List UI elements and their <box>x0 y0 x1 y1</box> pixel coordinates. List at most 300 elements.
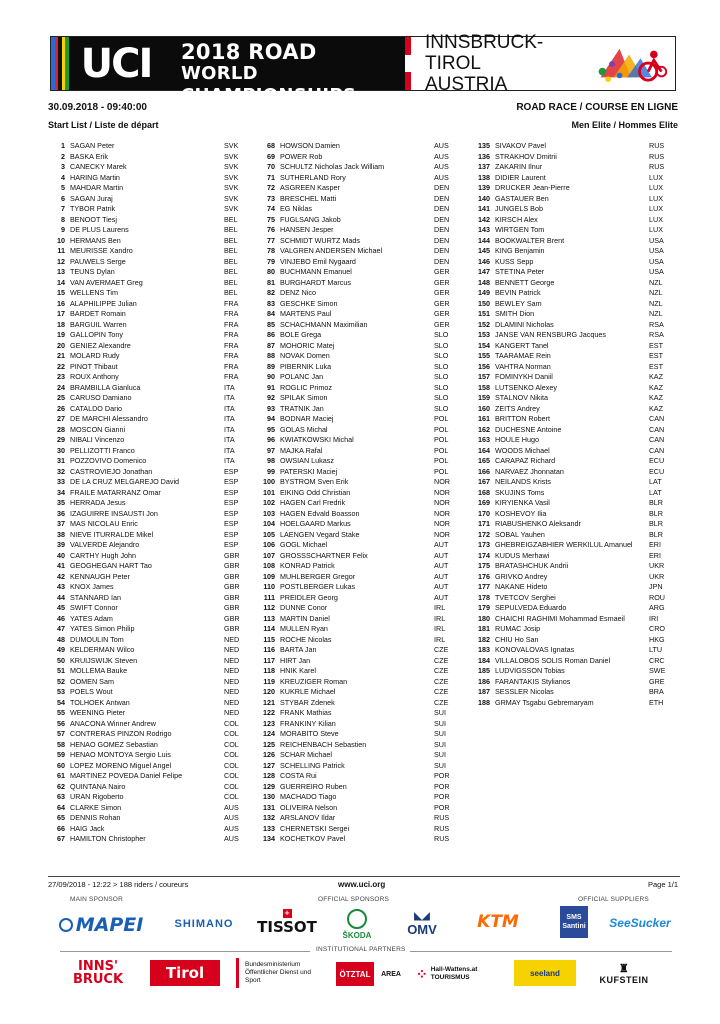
rider-number: 107 <box>263 550 275 560</box>
rider-name: DUMOULIN Tom <box>70 634 124 644</box>
rider-row <box>48 761 248 772</box>
rider-nation: AUT <box>434 582 449 591</box>
rider-nation: COL <box>224 771 239 780</box>
rider-number: 52 <box>57 676 65 686</box>
rider-name: URAN Rigoberto <box>70 792 124 801</box>
rider-name: HOULE Hugo <box>495 435 539 444</box>
rider-name: RIABUSHENKO Aleksandr <box>495 519 581 528</box>
rider-row <box>258 761 458 772</box>
rider-number: 49 <box>57 645 65 654</box>
start-list-column-3 <box>473 141 673 708</box>
rider-name: TVETCOV Serghei <box>495 592 556 602</box>
rider-name: POELS Wout <box>70 687 113 696</box>
rider-row <box>473 299 673 310</box>
rider-number: 20 <box>57 340 65 350</box>
rider-number: 35 <box>57 498 65 507</box>
rider-number: 142 <box>478 214 490 224</box>
rider-nation: SVK <box>224 141 239 150</box>
rider-number: 102 <box>263 498 275 507</box>
rider-number: 79 <box>267 256 275 266</box>
rider-number: 56 <box>57 718 65 728</box>
rider-name: POLANC Jan <box>280 372 324 381</box>
rider-row <box>473 246 673 257</box>
rider-name: PIBERNIK Luka <box>280 361 332 371</box>
tissot-logo: + TISSOT <box>257 908 317 936</box>
rider-number: 96 <box>267 435 275 444</box>
rider-number: 105 <box>263 529 275 539</box>
rider-number: 85 <box>267 319 275 329</box>
rider-nation: USA <box>649 267 664 276</box>
rider-row <box>258 771 458 782</box>
rider-name: NOVAK Domen <box>280 351 330 360</box>
rider-nation: NED <box>224 655 240 665</box>
rider-name: ZEITS Andrey <box>495 403 540 413</box>
rider-number: 135 <box>478 141 490 150</box>
rider-nation: KAZ <box>649 393 663 402</box>
rider-name: PAUWELS Serge <box>70 256 126 266</box>
rider-row <box>258 383 458 394</box>
rider-number: 121 <box>263 697 275 707</box>
institutional-partners-label: INSTITUTIONAL PARTNERS <box>316 946 406 953</box>
rider-row <box>48 477 248 488</box>
rider-name: MEURISSE Xandro <box>70 246 133 255</box>
rider-name: DRUCKER Jean-Pierre <box>495 183 570 192</box>
rider-row <box>48 656 248 667</box>
rider-name: VAHTRA Norman <box>495 361 551 371</box>
rider-name: POSTLBERGER Lukas <box>280 582 356 591</box>
rider-name: BRITTON Robert <box>495 414 550 423</box>
rider-name: NAKANE Hideto <box>495 582 548 591</box>
rider-name: DENNIS Rohan <box>70 813 121 822</box>
rider-row <box>258 824 458 835</box>
rider-nation: EST <box>649 340 663 350</box>
rider-row <box>258 299 458 310</box>
rider-name: BYSTROM Sven Erik <box>280 477 349 486</box>
rider-number: 21 <box>57 351 65 360</box>
rider-nation: NED <box>224 687 240 696</box>
rider-number: 67 <box>57 834 65 843</box>
rider-number: 38 <box>57 529 65 539</box>
rider-nation: BRA <box>649 687 664 696</box>
rider-name: MAS NICOLAU Enric <box>70 519 138 528</box>
rider-row <box>473 635 673 646</box>
rider-name: SCHAR Michael <box>280 750 332 759</box>
rider-nation: ESP <box>224 508 239 518</box>
rider-name: STALNOV Nikita <box>495 393 548 402</box>
rider-name: MAJKA Rafal <box>280 445 323 455</box>
rider-row <box>473 498 673 509</box>
rider-number: 131 <box>263 802 275 812</box>
rider-row <box>48 215 248 226</box>
rider-nation: FRA <box>224 340 239 350</box>
rider-name: HAIG Jack <box>70 823 105 833</box>
rider-nation: NOR <box>434 487 450 497</box>
rider-name: NEILANDS Krists <box>495 477 551 486</box>
rider-row <box>48 582 248 593</box>
rider-number: 119 <box>263 676 275 686</box>
rider-number: 90 <box>267 372 275 381</box>
rider-number: 46 <box>57 613 65 623</box>
rider-number: 23 <box>57 372 65 381</box>
rider-nation: SUI <box>434 760 446 770</box>
rider-name: JANSE VAN RENSBURG Jacques <box>495 330 606 339</box>
rider-row <box>473 698 673 709</box>
rider-row <box>473 509 673 520</box>
rider-row <box>48 792 248 803</box>
rider-name: HIRT Jan <box>280 655 311 665</box>
rider-nation: SUI <box>434 750 446 759</box>
rider-number: 177 <box>478 582 490 591</box>
rider-number: 172 <box>478 529 490 539</box>
event-title-line1: 2018 ROAD <box>181 40 317 64</box>
rider-nation: SWE <box>649 666 666 675</box>
rider-nation: JPN <box>649 582 663 591</box>
rider-number: 51 <box>57 666 65 675</box>
rider-row <box>258 593 458 604</box>
rider-nation: ESP <box>224 519 239 528</box>
rider-nation: NZL <box>649 298 663 308</box>
rider-number: 149 <box>478 288 490 297</box>
mapei-logo: MAPEI <box>55 910 147 940</box>
rider-number: 98 <box>267 456 275 465</box>
omv-logo: ◣◢ OMV <box>407 911 437 937</box>
rider-nation: NED <box>224 708 240 717</box>
rider-nation: DEN <box>434 225 450 234</box>
rider-number: 179 <box>478 603 490 612</box>
rider-row <box>473 183 673 194</box>
rider-row <box>48 267 248 278</box>
rider-row <box>473 467 673 478</box>
rider-nation: CRO <box>649 624 665 633</box>
rider-nation: SLO <box>434 372 449 381</box>
rider-number: 43 <box>57 582 65 591</box>
rider-number: 165 <box>478 456 490 465</box>
rider-row <box>473 488 673 499</box>
rider-row <box>473 446 673 457</box>
rider-number: 188 <box>478 697 490 707</box>
start-list-column-2 <box>258 141 458 845</box>
rider-nation: RUS <box>649 162 665 171</box>
rider-number: 2 <box>61 151 65 161</box>
rider-row <box>473 593 673 604</box>
rider-number: 62 <box>57 781 65 791</box>
rider-name: MOHORIC Matej <box>280 340 335 350</box>
rider-nation: ESP <box>224 498 239 507</box>
rider-nation: GER <box>434 267 450 276</box>
rider-nation: AUT <box>434 561 449 570</box>
rider-nation: CZE <box>434 697 449 707</box>
rider-nation: CZE <box>434 666 449 675</box>
rider-number: 171 <box>478 519 490 528</box>
rider-name: ALAPHILIPPE Julian <box>70 298 137 308</box>
rider-name: GRMAY Tsgabu Gebremaryam <box>495 697 594 707</box>
rider-name: SWIFT Connor <box>70 603 118 612</box>
rider-number: 3 <box>61 162 65 171</box>
rider-name: BENNETT George <box>495 277 555 287</box>
rider-name: HENAO MONTOYA Sergio Luis <box>70 750 171 759</box>
rider-number: 9 <box>61 225 65 234</box>
rider-row <box>258 257 458 268</box>
footer-website-link[interactable]: www.uci.org <box>338 880 386 889</box>
rider-name: ASGREEN Kasper <box>280 183 340 192</box>
rider-number: 34 <box>57 487 65 497</box>
rider-number: 144 <box>478 235 490 245</box>
rider-nation: ESP <box>224 466 239 476</box>
rider-row <box>258 393 458 404</box>
rider-nation: SVK <box>224 183 239 192</box>
rider-row <box>258 456 458 467</box>
rider-name: CANECKY Marek <box>70 162 127 171</box>
rider-name: MORABITO Steve <box>280 729 339 738</box>
rider-nation: SVK <box>224 172 239 182</box>
rider-nation: BLR <box>649 498 663 507</box>
rider-name: BASKA Erik <box>70 151 108 161</box>
rider-nation: FRA <box>224 361 239 371</box>
rider-number: 163 <box>478 435 490 444</box>
rider-name: HERRADA Jesus <box>70 498 126 507</box>
rider-name: DE PLUS Laurens <box>70 225 129 234</box>
rider-row <box>48 446 248 457</box>
rider-nation: FRA <box>224 330 239 339</box>
rider-nation: ETH <box>649 697 664 707</box>
rider-nation: DEN <box>434 256 450 266</box>
rider-nation: BEL <box>224 267 238 276</box>
rider-name: KOCHETKOV Pavel <box>280 834 346 843</box>
rider-nation: CAN <box>649 445 665 455</box>
rider-number: 47 <box>57 624 65 633</box>
rider-nation: POR <box>434 781 450 791</box>
rider-row <box>48 225 248 236</box>
rider-number: 129 <box>263 781 275 791</box>
rider-name: SAGAN Peter <box>70 141 115 150</box>
rider-nation: AUS <box>224 802 239 812</box>
rider-nation: CAN <box>649 424 665 434</box>
race-category: Men Elite / Hommes Elite <box>571 120 678 130</box>
rider-number: 88 <box>267 351 275 360</box>
rider-row <box>48 698 248 709</box>
rider-name: SUTHERLAND Rory <box>280 172 346 182</box>
rider-row <box>48 666 248 677</box>
rider-nation: AUT <box>434 550 449 560</box>
rider-number: 53 <box>57 687 65 696</box>
rider-row <box>48 299 248 310</box>
rider-row <box>48 593 248 604</box>
rider-row <box>473 582 673 593</box>
rider-nation: POL <box>434 445 449 455</box>
rider-nation: ERI <box>649 550 661 560</box>
rider-number: 126 <box>263 750 275 759</box>
rider-row <box>48 414 248 425</box>
rider-nation: AUS <box>434 141 449 150</box>
sms-santini-logo: SMS Santini <box>560 906 588 938</box>
rider-nation: COL <box>224 729 239 738</box>
rider-row <box>473 215 673 226</box>
rider-number: 48 <box>57 634 65 644</box>
rider-nation: RSA <box>649 330 664 339</box>
rider-name: SMITH Dion <box>495 309 535 318</box>
rider-number: 166 <box>478 466 490 476</box>
rider-row <box>473 404 673 415</box>
footer-divider <box>48 876 680 877</box>
rider-number: 14 <box>57 277 65 287</box>
rider-name: YATES Adam <box>70 613 113 623</box>
rider-row <box>258 540 458 551</box>
rider-row <box>473 278 673 289</box>
rider-row <box>258 803 458 814</box>
rider-name: STANNARD Ian <box>70 592 121 602</box>
rider-name: NARVAEZ Jhonnatan <box>495 466 564 476</box>
rider-nation: BLR <box>649 519 663 528</box>
rider-nation: ITA <box>224 403 235 413</box>
rider-number: 28 <box>57 424 65 434</box>
rider-nation: SVK <box>224 204 239 213</box>
rider-name: WIRTGEN Tom <box>495 225 545 234</box>
rider-row <box>258 372 458 383</box>
rider-row <box>258 141 458 152</box>
rider-name: TRATNIK Jan <box>280 403 324 413</box>
rider-number: 156 <box>478 361 490 371</box>
rider-nation: CRC <box>649 655 665 665</box>
rider-nation: FRA <box>224 351 239 360</box>
rider-row <box>473 687 673 698</box>
rider-row <box>48 351 248 362</box>
rider-row <box>48 624 248 635</box>
rider-name: DUCHESNE Antoine <box>495 424 562 434</box>
rider-row <box>48 309 248 320</box>
start-list-column-1 <box>48 141 248 845</box>
rider-nation: LUX <box>649 204 663 213</box>
rider-row <box>473 288 673 299</box>
rider-nation: GER <box>434 288 450 297</box>
rider-row <box>473 341 673 352</box>
rider-name: KIRYIENKA Vasil <box>495 498 550 507</box>
event-title <box>169 37 405 106</box>
rider-number: 106 <box>263 540 275 549</box>
rider-number: 65 <box>57 813 65 822</box>
rider-row <box>473 477 673 488</box>
rider-name: ZAKARIN Ilnur <box>495 162 543 171</box>
rider-number: 64 <box>57 802 65 812</box>
otztal-logo: ÖTZTAL <box>336 962 374 986</box>
rider-name: SESSLER Nicolas <box>495 687 554 696</box>
rider-nation: ARG <box>649 603 665 612</box>
rider-number: 71 <box>267 172 275 182</box>
rider-number: 109 <box>263 571 275 581</box>
rider-nation: SLO <box>434 403 449 413</box>
rider-nation: GBR <box>224 582 240 591</box>
rider-name: MACHADO Tiago <box>280 792 337 801</box>
rider-nation: USA <box>649 235 664 245</box>
rider-nation: GBR <box>224 550 240 560</box>
rider-number: 30 <box>57 445 65 455</box>
rider-number: 113 <box>263 613 275 623</box>
rider-row <box>48 635 248 646</box>
rider-number: 114 <box>263 624 275 633</box>
rider-nation: FRA <box>224 298 239 308</box>
rider-number: 66 <box>57 823 65 833</box>
rider-row <box>258 551 458 562</box>
rider-name: TEUNS Dylan <box>70 267 115 276</box>
rider-number: 31 <box>57 456 65 465</box>
rider-name: STETINA Peter <box>495 267 545 276</box>
rider-nation: COL <box>224 792 239 801</box>
rider-name: TOLHOEK Antwan <box>70 697 130 707</box>
rider-name: LAENGEN Vegard Stake <box>280 529 360 539</box>
event-banner <box>50 32 676 106</box>
rider-name: CHERNETSKI Sergei <box>280 823 350 833</box>
rider-number: 68 <box>267 141 275 150</box>
rider-nation: POL <box>434 435 449 444</box>
rider-name: GHEBREIGZABHIER WERKILUL Amanuel <box>495 540 633 549</box>
rider-name: SCHMIDT WURTZ Mads <box>280 235 360 245</box>
rider-nation: AUS <box>224 813 239 822</box>
rider-number: 1 <box>61 141 65 150</box>
rider-nation: NZL <box>649 288 663 297</box>
rider-nation: AUT <box>434 571 449 581</box>
rider-number: 25 <box>57 393 65 402</box>
rider-name: HENAO GOMEZ Sebastian <box>70 739 158 749</box>
rider-row <box>473 173 673 184</box>
rider-row <box>48 509 248 520</box>
rider-number: 148 <box>478 277 490 287</box>
rider-row <box>258 603 458 614</box>
footer-page-number: Page 1/1 <box>647 880 678 889</box>
rider-nation: FRA <box>224 372 239 381</box>
rider-nation: NZL <box>649 277 663 287</box>
rider-row <box>473 614 673 625</box>
rider-row <box>258 236 458 247</box>
rider-nation: SVK <box>224 162 239 171</box>
rider-nation: UKR <box>649 561 665 570</box>
rider-number: 147 <box>478 267 490 276</box>
rider-number: 73 <box>267 193 275 203</box>
rider-name: QUINTANA Nairo <box>70 781 126 791</box>
rider-name: OLIVEIRA Nelson <box>280 802 338 812</box>
rider-row <box>258 635 458 646</box>
rider-row <box>473 141 673 152</box>
rider-row <box>48 435 248 446</box>
rider-name: FRAILE MATARRANZ Omar <box>70 487 161 497</box>
rider-row <box>48 498 248 509</box>
rider-nation: KAZ <box>649 372 663 381</box>
rider-nation: FRA <box>224 309 239 318</box>
rider-number: 151 <box>478 309 490 318</box>
rider-number: 124 <box>263 729 275 738</box>
rider-nation: ESP <box>224 487 239 497</box>
rider-nation: SUI <box>434 718 446 728</box>
rider-row <box>473 362 673 373</box>
rider-row <box>48 551 248 562</box>
rider-row <box>473 456 673 467</box>
rider-number: 186 <box>478 676 490 686</box>
skoda-logo: ŠKODA <box>334 906 380 942</box>
rider-nation: DEN <box>434 214 450 224</box>
rider-row <box>473 194 673 205</box>
rider-name: KELDERMAN Wilco <box>70 645 135 654</box>
rider-nation: BLR <box>649 508 663 518</box>
rider-number: 173 <box>478 540 490 549</box>
rider-number: 159 <box>478 393 490 402</box>
rider-row <box>48 162 248 173</box>
rider-number: 86 <box>267 330 275 339</box>
rider-number: 155 <box>478 351 490 360</box>
rider-name: SCHELLING Patrick <box>280 760 345 770</box>
rider-row <box>48 677 248 688</box>
rider-nation: BEL <box>224 214 238 224</box>
rider-number: 6 <box>61 193 65 203</box>
rider-name: PINOT Thibaut <box>70 361 118 371</box>
rider-nation: NOR <box>434 519 450 528</box>
